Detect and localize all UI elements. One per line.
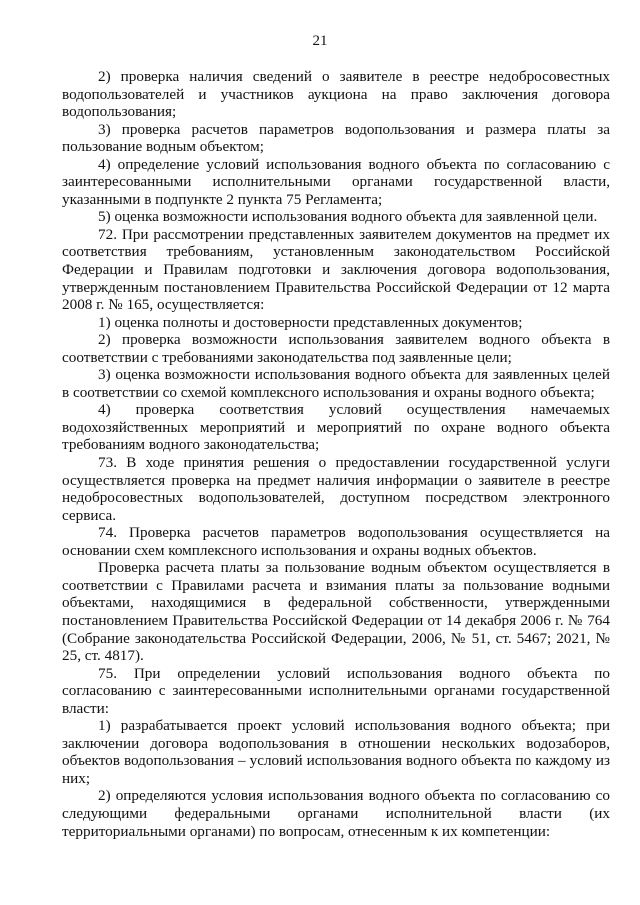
paragraph: 75. При определении условий использования водного объекта по согласованию с заинтересованными исполнительными органами государственной власти:	[62, 664, 610, 717]
paragraph: 2) проверка наличия сведений о заявителе в реестре недобросовестных водопользователей и участников аукциона на право заключения договора водопользования;	[62, 68, 610, 121]
paragraph: 1) разрабатывается проект условий использования водного объекта; при заключении договора водопользования в отношении нескольких водозаборов, объектов водопользования – условий использования водного объекта по каждому из них;	[62, 717, 610, 787]
page-number: 21	[312, 33, 328, 49]
paragraph: Проверка расчета платы за пользование водным объектом осуществляется в соответствии с Правилами расчета и взимания платы за пользование водными объектами, находящимися в федеральной собственности, утвержденными постановлением Правительства Российской Федерации от 14 декабря 2006 г. № 764 (Собрание законодательства Российской Федерации, 2006, № 51, ст. 5467; 2021, № 25, ст. 4817).	[62, 559, 610, 665]
paragraph: 1) оценка полноты и достоверности представленных документов;	[98, 313, 523, 331]
paragraph: 5) оценка возможности использования водного объекта для заявленной цели.	[98, 208, 598, 226]
paragraph: 73. В ходе принятия решения о предоставлении государственной услуги осуществляется проверка на предмет наличия информации о заявителе в реестре недобросовестных водопользователей, доступном посредством электронного сервиса.	[62, 454, 610, 524]
paragraph: 3) проверка расчетов параметров водопользования и размера платы за пользование водным объектом;	[62, 120, 610, 156]
document-body	[62, 68, 610, 840]
paragraph: 2) определяются условия использования водного объекта по согласованию со следующими федеральными органами исполнительной власти (их территориальными органами) по вопросам, отнесенным к их компетенции:	[62, 787, 610, 840]
paragraph: 2) проверка возможности использования заявителем водного объекта в соответствии с требованиями законодательства под заявленные цели;	[62, 331, 610, 366]
paragraph: 74. Проверка расчетов параметров водопользования осуществляется на основании схем комплексного использования и охраны водных объектов.	[62, 524, 610, 559]
paragraph: 4) проверка соответствия условий осуществления намечаемых водохозяйственных мероприятий и мероприятий по охране водного объекта требованиям водного законодательства;	[62, 401, 610, 454]
paragraph: 3) оценка возможности использования водного объекта для заявленных целей в соответствии со схемой комплексного использования и охраны водного объекта;	[62, 366, 610, 401]
paragraph: 72. При рассмотрении представленных заявителем документов на предмет их соответствия требованиям, установленным законодательством Российской Федерации и Правилам подготовки и заключения договора водопользования, утвержденным постановлением Правительства Российской Федерации от 12 марта 2008 г. № 165, осуществляется:	[62, 225, 610, 314]
paragraph: 4) определение условий использования водного объекта по согласованию с заинтересованными исполнительными органами государственной власти, указанными в подпункте 2 пункта 75 Регламента;	[62, 155, 610, 208]
